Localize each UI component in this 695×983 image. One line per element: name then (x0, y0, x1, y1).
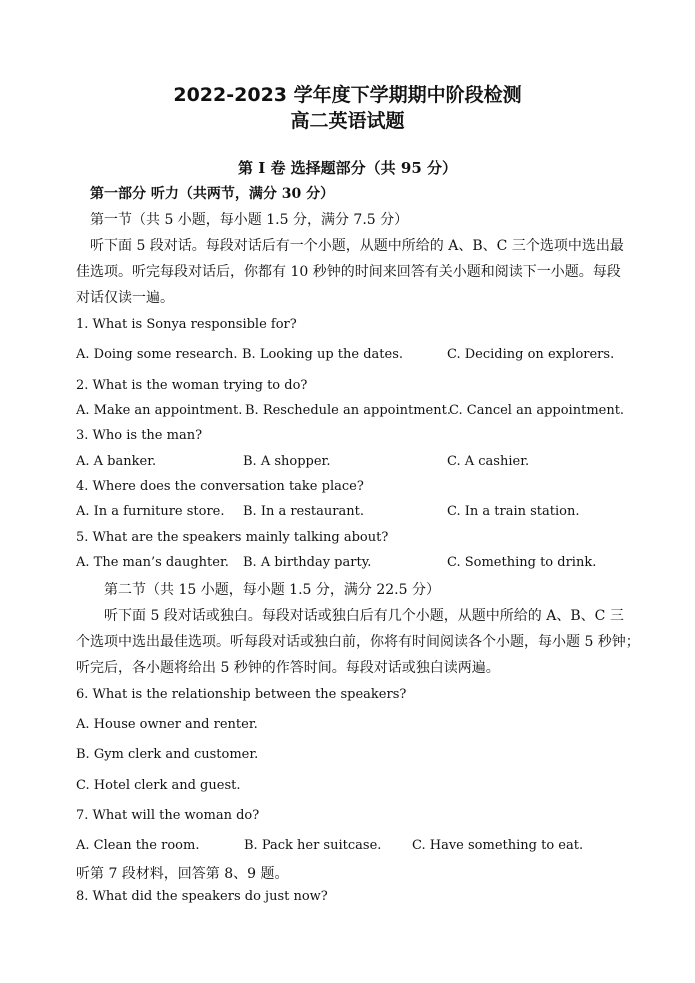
option-b: B. Gym clerk and customer. (76, 747, 259, 762)
option-c: C. Have something to eat. (412, 838, 584, 853)
section1-instructions-line: 佳选项。听完每段对话后，你都有 10 秒钟的时间来回答有关小题和阅读下一小题。每段 (76, 264, 621, 280)
part1-heading: 第一部分 听力（共两节，满分 30 分） (90, 186, 335, 202)
option-b: B. Pack her suitcase. (244, 838, 382, 853)
section1-heading: 第一节（共 5 小题，每小题 1.5 分，满分 7.5 分） (90, 212, 409, 228)
option-b: B. A shopper. (243, 454, 331, 469)
question-stem: 8. What did the speakers do just now? (76, 889, 328, 904)
option-a: A. A banker. (76, 454, 157, 469)
section1-instructions-line: 听下面 5 段对话。每段对话后有一个小题，从题中所给的 A、B、C 三个选项中选出最 (90, 238, 624, 254)
option-c: C. Hotel clerk and guest. (76, 778, 241, 793)
option-c: C. Something to drink. (447, 555, 597, 570)
option-b: B. Reschedule an appointment. (245, 403, 451, 418)
question-stem: 3. Who is the man? (76, 428, 203, 443)
question-stem: 1. What is Sonya responsible for? (76, 317, 297, 332)
section2-instructions-line: 听完后，各小题将给出 5 秒钟的作答时间。每段对话或独白读两遍。 (76, 660, 500, 676)
material-note: 听第 7 段材料，回答第 8、9 题。 (76, 866, 289, 882)
question-stem: 4. Where does the conversation take place? (76, 479, 364, 494)
option-c: C. Deciding on explorers. (447, 347, 615, 362)
question-stem: 2. What is the woman trying to do? (76, 378, 308, 393)
option-a: A. House owner and renter. (76, 717, 258, 732)
question-stem: 6. What is the relationship between the speakers? (76, 687, 407, 702)
option-a: A. Doing some research. (76, 347, 238, 362)
exam-title: 2022-2023 学年度下学期期中阶段检测 (173, 84, 522, 106)
option-b: B. Looking up the dates. (242, 347, 404, 362)
option-c: C. Cancel an appointment. (449, 403, 625, 418)
section2-instructions-line: 个选项中选出最佳选项。听每段对话或独白前，你将有时间阅读各个小题，每小题 5 秒钟； (76, 634, 640, 650)
option-c: C. A cashier. (447, 454, 530, 469)
volume-title: 第 I 卷 选择题部分（共 95 分） (237, 159, 457, 177)
option-a: A. The man’s daughter. (76, 555, 229, 570)
section1-instructions-line: 对话仅读一遍。 (76, 290, 174, 306)
option-c: C. In a train station. (447, 504, 580, 519)
exam-subtitle: 高二英语试题 (290, 110, 405, 132)
option-a: A. Make an appointment. (76, 403, 243, 418)
option-b: B. In a restaurant. (243, 504, 364, 519)
question-stem: 5. What are the speakers mainly talking about? (76, 530, 389, 545)
option-a: A. Clean the room. (76, 838, 200, 853)
section2-heading: 第二节（共 15 小题，每小题 1.5 分，满分 22.5 分） (104, 582, 440, 598)
section2-instructions-line: 听下面 5 段对话或独白。每段对话或独白后有几个小题，从题中所给的 A、B、C 三 (104, 608, 624, 624)
question-stem: 7. What will the woman do? (76, 808, 260, 823)
option-b: B. A birthday party. (243, 555, 372, 570)
option-a: A. In a furniture store. (76, 504, 225, 519)
